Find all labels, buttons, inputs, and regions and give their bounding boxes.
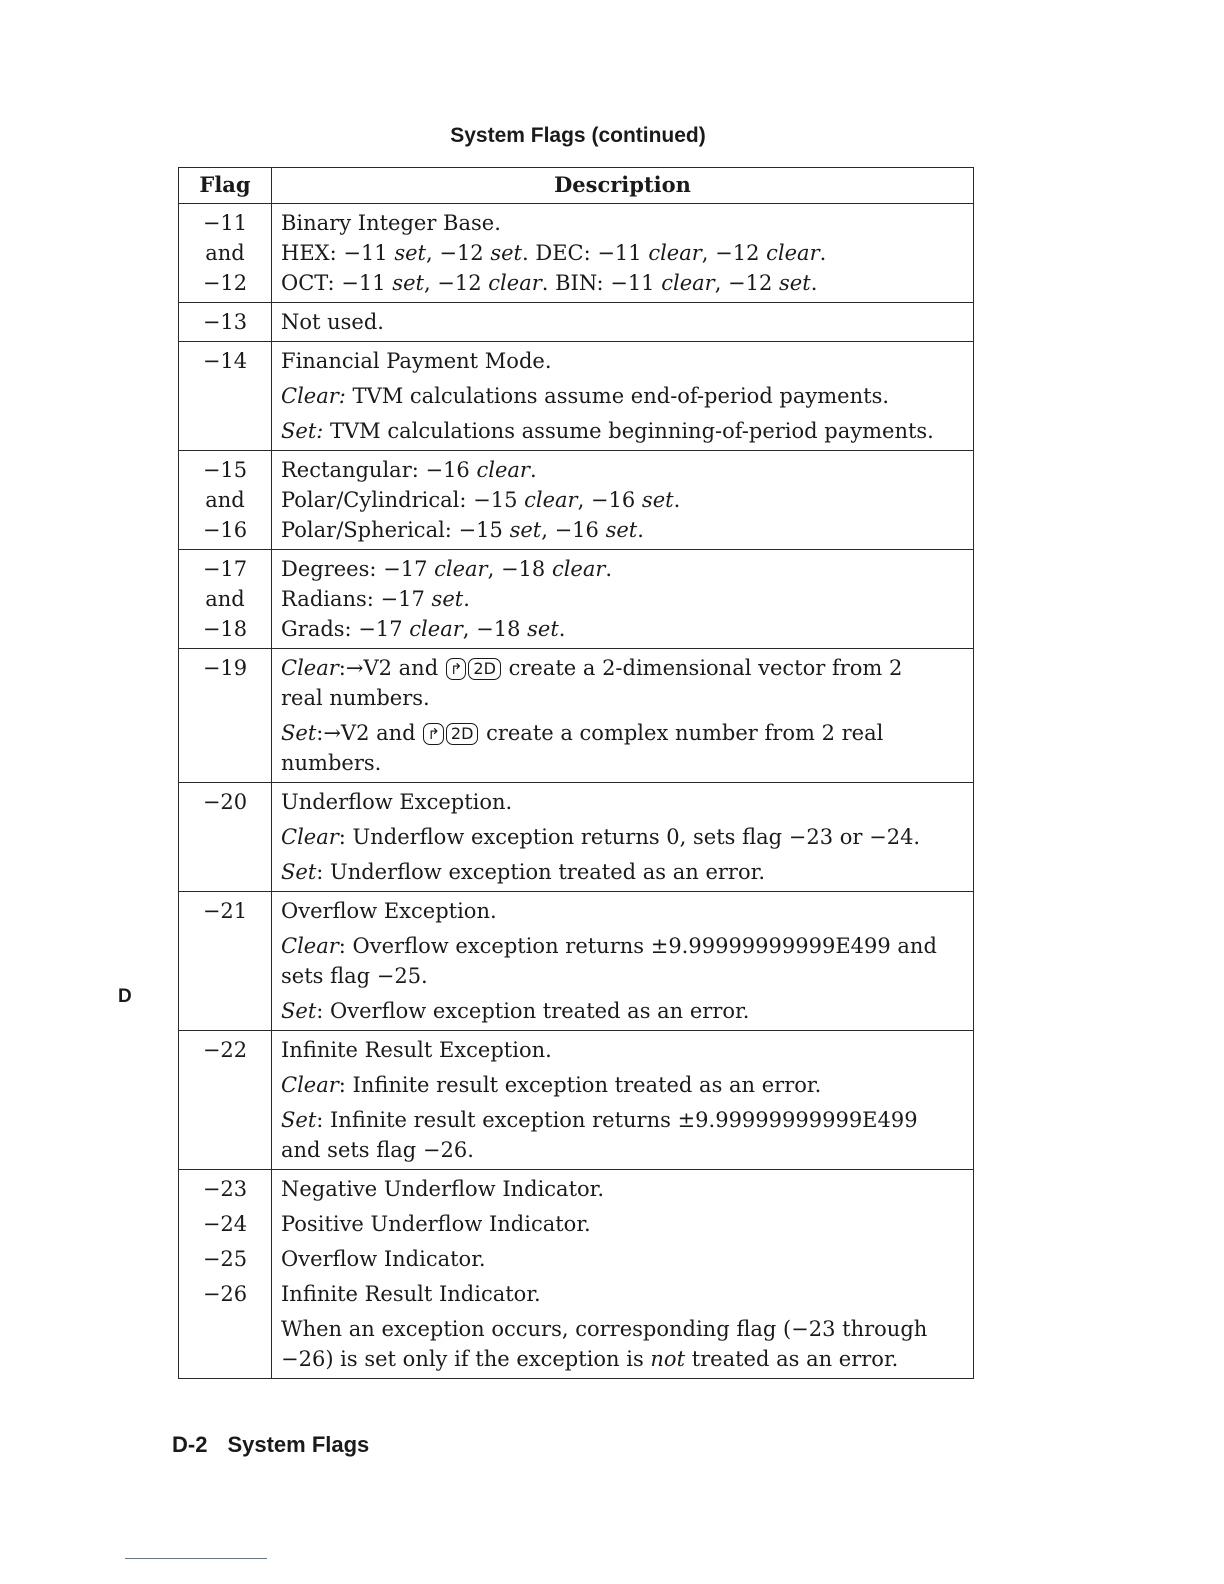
- flag-number: −16: [202, 518, 248, 542]
- table-row: [179, 550, 974, 649]
- description-line: Infinite Result Exception.: [281, 1038, 552, 1062]
- flag-number: −24: [202, 1212, 248, 1236]
- description-cell: [272, 204, 974, 303]
- set-description: Set:→V2 and ↱ 2D create a complex number from 2 real numbers.: [281, 721, 884, 775]
- set-description: Set: Underflow exception treated as an error.: [281, 860, 766, 884]
- system-flags-table: [178, 167, 974, 1379]
- table-row: [179, 204, 974, 303]
- clear-description: Clear: Underflow exception returns 0, sets flag −23 or −24.: [281, 825, 921, 849]
- description-cell: [272, 451, 974, 550]
- flag-number: −22: [202, 1038, 248, 1062]
- description-cell: [272, 1031, 974, 1170]
- flag-cell: [179, 1031, 272, 1170]
- flag-cell: [179, 204, 272, 303]
- description-line: OCT: −11 set, −12 clear. BIN: −11 clear, −12 set.: [281, 271, 818, 295]
- flag-number: −21: [202, 899, 248, 923]
- section-name: System Flags: [227, 1432, 370, 1457]
- description-line: Degrees: −17 clear, −18 clear.: [281, 557, 613, 581]
- page-title: System Flags (continued): [450, 124, 706, 147]
- flag-cell: [179, 342, 272, 451]
- flag-cell: [179, 303, 272, 342]
- description-line: Polar/Spherical: −15 set, −16 set.: [281, 518, 644, 542]
- table-row: [179, 451, 974, 550]
- flag-number: −19: [202, 656, 248, 680]
- description-cell: [272, 649, 974, 783]
- flag-cell: [179, 783, 272, 892]
- description-cell: [272, 303, 974, 342]
- flag-number: −25: [202, 1247, 248, 1271]
- flag-number: −17: [202, 557, 248, 581]
- set-description: Set: Overflow exception treated as an error.: [281, 999, 750, 1023]
- clear-description: Clear: Infinite result exception treated as an error.: [281, 1073, 822, 1097]
- flag-cell: [179, 550, 272, 649]
- description-cell: [272, 1170, 974, 1379]
- description-line: HEX: −11 set, −12 set. DEC: −11 clear, −12 clear.: [281, 241, 827, 265]
- table-row: [179, 649, 974, 783]
- flag-connector: and: [205, 488, 245, 512]
- flag-number: −11: [202, 211, 248, 235]
- description-line: Positive Underflow Indicator.: [281, 1212, 591, 1236]
- description-line: Binary Integer Base.: [281, 211, 501, 235]
- description-line: Polar/Cylindrical: −15 clear, −16 set.: [281, 488, 681, 512]
- table-row: [179, 892, 974, 1031]
- flag-number: −23: [202, 1177, 248, 1201]
- description-line: Negative Underflow Indicator.: [281, 1177, 605, 1201]
- table-row: [179, 303, 974, 342]
- description-line: Not used.: [281, 310, 384, 334]
- description-cell: [272, 783, 974, 892]
- right-shift-key-icon: ↱: [423, 723, 444, 745]
- flag-cell: [179, 1170, 272, 1379]
- set-description: Set: Infinite result exception returns ±9.99999999999E499 and sets flag −26.: [281, 1108, 918, 1162]
- page-footer: [172, 1432, 369, 1458]
- clear-description: Clear: TVM calculations assume end-of-period payments.: [281, 384, 890, 408]
- table-row: [179, 1031, 974, 1170]
- clear-description: Clear:→V2 and ↱ 2D create a 2-dimensional vector from 2 real numbers.: [281, 656, 903, 710]
- description-line: Overflow Exception.: [281, 899, 497, 923]
- flag-cell: [179, 649, 272, 783]
- flag-number: −15: [202, 458, 248, 482]
- description-line: Financial Payment Mode.: [281, 349, 552, 373]
- page-number: D-2: [172, 1432, 208, 1457]
- set-description: Set: TVM calculations assume beginning-of-period payments.: [281, 419, 934, 443]
- flag-number: −26: [202, 1282, 248, 1306]
- flag-number: −18: [202, 617, 248, 641]
- flag-connector: and: [205, 241, 245, 265]
- flag-number: −13: [202, 310, 248, 334]
- table-header-row: [179, 168, 974, 204]
- description-line: Underflow Exception.: [281, 790, 513, 814]
- right-shift-key-icon: ↱: [446, 658, 467, 680]
- flag-number: −14: [202, 349, 248, 373]
- bottom-rule: [125, 1558, 267, 1559]
- appendix-tab-letter: D: [118, 986, 132, 1007]
- description-line: Grads: −17 clear, −18 set.: [281, 617, 566, 641]
- description-column-header: Description: [272, 168, 974, 204]
- table-row: [179, 783, 974, 892]
- exception-note: When an exception occurs, corresponding flag (−23 through −26) is set only if the exception is not treated as an error.: [281, 1317, 928, 1371]
- description-line: Overflow Indicator.: [281, 1247, 486, 1271]
- flag-number: −12: [202, 271, 248, 295]
- description-line: Radians: −17 set.: [281, 587, 470, 611]
- description-line: Infinite Result Indicator.: [281, 1282, 541, 1306]
- description-cell: [272, 550, 974, 649]
- flag-connector: and: [205, 587, 245, 611]
- description-cell: [272, 342, 974, 451]
- 2d-key-icon: 2D: [468, 658, 501, 680]
- flag-cell: [179, 451, 272, 550]
- table-row: [179, 1170, 974, 1379]
- table-row: [179, 342, 974, 451]
- flag-column-header: Flag: [179, 168, 272, 204]
- description-cell: [272, 892, 974, 1031]
- clear-description: Clear: Overflow exception returns ±9.99999999999E499 and sets flag −25.: [281, 934, 937, 988]
- flag-number: −20: [202, 790, 248, 814]
- description-line: Rectangular: −16 clear.: [281, 458, 537, 482]
- flag-cell: [179, 892, 272, 1031]
- 2d-key-icon: 2D: [446, 723, 479, 745]
